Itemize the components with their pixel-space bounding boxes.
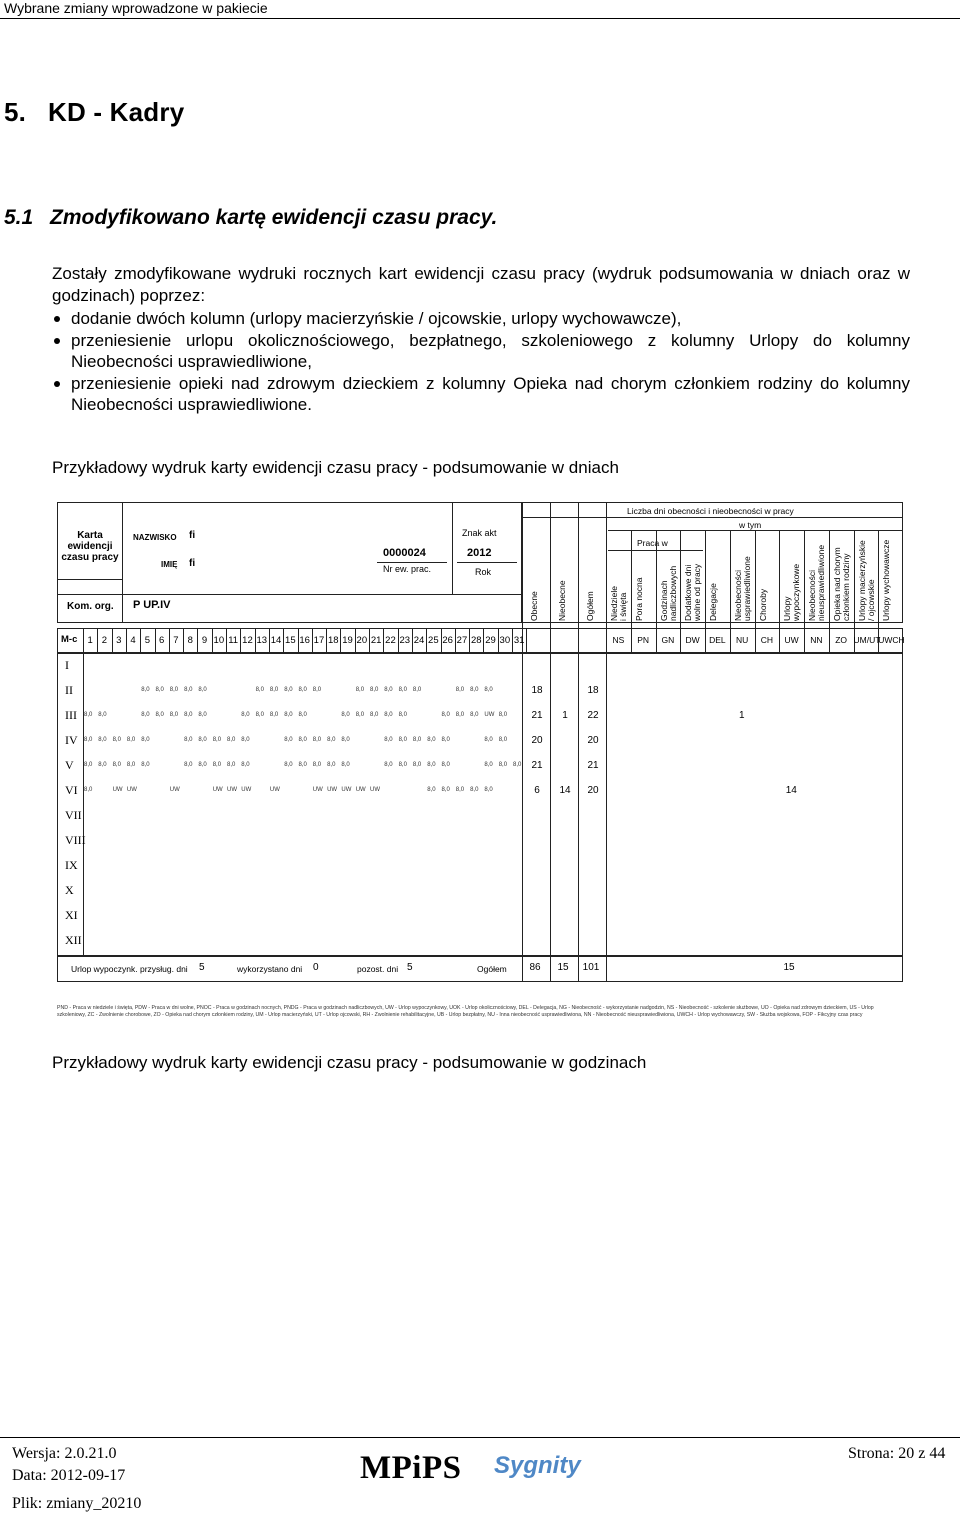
month-ogolem: 20 (587, 735, 599, 746)
day-number: 24 (413, 635, 425, 646)
day-entry: 8,0 (441, 762, 450, 768)
mc-label: M-c (61, 634, 78, 645)
months-grid (57, 653, 903, 956)
absence-code: CH (760, 635, 774, 645)
summary-title: Liczba dni obecności i nieobecności w pracy (627, 506, 794, 516)
day-entry: 8,0 (284, 712, 293, 718)
day-number: 27 (456, 635, 468, 646)
day-entry: 8,0 (112, 762, 121, 768)
day-entry: 8,0 (341, 737, 350, 743)
day-entry: 8,0 (255, 712, 264, 718)
day-number: 25 (428, 635, 439, 646)
divider (57, 579, 122, 580)
divider (457, 562, 517, 563)
day-number: 13 (256, 635, 268, 646)
day-entry: 8,0 (212, 762, 222, 768)
day-entry: 8,0 (370, 687, 379, 693)
day-entry: UW (370, 787, 380, 793)
absence-code: NS (612, 635, 625, 645)
month-label: IX (65, 858, 78, 872)
day-number: 28 (470, 635, 482, 646)
day-entry: 8,0 (327, 762, 336, 768)
day-entry: 8,0 (141, 737, 150, 743)
kom-org-value: P UP.IV (133, 599, 171, 611)
month-label: VI (65, 783, 78, 797)
bullet-icon (54, 381, 60, 387)
imie-value: fi (189, 558, 196, 569)
summary-column-header: Obecne (529, 591, 539, 621)
day-entry: 8,0 (184, 762, 193, 768)
day-entry: 8,0 (98, 762, 107, 768)
day-number: 4 (130, 635, 136, 646)
day-number: 11 (228, 635, 239, 646)
day-entry: 8,0 (298, 737, 307, 743)
footer-version: Wersja: 2.0.21.0 (12, 1445, 117, 1462)
day-entry: 8,0 (370, 712, 379, 718)
divider (452, 502, 453, 594)
absence-code: UM/UT (853, 635, 881, 645)
day-entry: UW (227, 787, 237, 793)
ogolem-label: Ogółem (477, 964, 507, 974)
day-entry: 8,0 (484, 737, 493, 743)
day-entry: 8,0 (455, 712, 465, 718)
day-entry: 8,0 (198, 762, 207, 768)
month-obecne: 6 (534, 785, 540, 796)
pozost-label: pozost. dni (357, 964, 399, 974)
day-entry: 8,0 (427, 762, 436, 768)
day-entry: 8,0 (84, 787, 93, 793)
day-entry: 8,0 (112, 737, 121, 743)
month-label: X (65, 883, 74, 897)
praca-w-label: Praca w (637, 538, 668, 548)
day-entry: 8,0 (169, 712, 179, 718)
day-entry: 8,0 (312, 762, 322, 768)
day-entry: 8,0 (284, 762, 293, 768)
section-heading (4, 97, 184, 128)
day-number: 1 (87, 635, 93, 646)
list-item (52, 330, 910, 373)
day-entry: 8,0 (284, 687, 293, 693)
nr-value: 0000024 (383, 547, 426, 559)
nr-label: Nr ew. prac. (383, 564, 432, 574)
divider (57, 594, 522, 595)
day-entry: 8,0 (355, 712, 365, 718)
absence-code: NU (735, 635, 749, 645)
month-label: XII (65, 933, 82, 947)
month-ogolem: 20 (587, 785, 599, 796)
day-entry: 8,0 (84, 762, 93, 768)
day-entry: 8,0 (241, 737, 250, 743)
rok-label: Rok (475, 567, 492, 577)
day-entry: UW (355, 787, 366, 793)
list-item (52, 373, 910, 416)
month-nieobecne: 1 (562, 710, 568, 721)
month-nieobecne: 14 (559, 785, 571, 796)
nazwisko-value: fi (189, 530, 196, 541)
caption-days: Przykładowy wydruk karty ewidencji czasu pracy - podsumowanie w dniach (52, 458, 619, 477)
total-obecne: 86 (529, 962, 541, 973)
day-number: 3 (116, 635, 122, 646)
day-entry: 8,0 (484, 762, 493, 768)
footer-file: Plik: zmiany_20210 (12, 1495, 142, 1512)
day-number: 6 (159, 635, 165, 646)
month-label: III (65, 708, 77, 722)
day-entry: 8,0 (327, 737, 336, 743)
section-title: KD - Kadry (48, 97, 185, 127)
list-item (52, 308, 910, 330)
day-entry: 8,0 (198, 737, 207, 743)
mpips-logo: MPiPS (360, 1450, 462, 1486)
month-label: XI (65, 908, 78, 922)
month-label: IV (65, 733, 78, 747)
day-entry: 8,0 (498, 712, 508, 718)
absence-code: DEL (709, 635, 726, 645)
day-number: 23 (399, 635, 411, 646)
day-divider (526, 628, 527, 653)
day-entry: 8,0 (412, 737, 422, 743)
detail-column-header: Godzinach nadliczbowych (658, 565, 678, 621)
month-label: II (65, 683, 73, 697)
day-entry: UW (484, 712, 495, 718)
day-entry: UW (126, 787, 137, 793)
detail-column-header: Urlopy wypoczynkowe (782, 563, 802, 621)
day-entry: 8,0 (227, 762, 236, 768)
month-label: I (65, 658, 69, 672)
nazwisko-label: NAZWISKO (133, 533, 177, 542)
detail-column-header: Dodatkowe dni wolne od pracy (683, 563, 703, 621)
day-entry: 8,0 (384, 712, 393, 718)
day-entry: UW (212, 787, 223, 793)
month-ogolem: 22 (587, 710, 599, 721)
absence-code: PN (637, 635, 650, 645)
day-entry: 8,0 (455, 687, 465, 693)
total-uw: 15 (783, 962, 795, 973)
day-entry: UW (241, 787, 252, 793)
day-entry: 8,0 (212, 737, 222, 743)
month-obecne: 20 (531, 735, 543, 746)
day-number: 30 (499, 635, 511, 646)
wykorzystano-label: wykorzystano dni (237, 964, 303, 974)
day-entry: 8,0 (184, 712, 193, 718)
day-entry: 8,0 (341, 712, 350, 718)
detail-column-header: Niedziele i święta (609, 586, 628, 621)
total-nieobecne: 15 (557, 962, 569, 973)
month-detail-value: 1 (738, 710, 745, 721)
day-entry: 8,0 (398, 687, 407, 693)
detail-column-header: Urlopy macierzyńskie / ojcowskie (856, 540, 876, 621)
day-number: 26 (442, 635, 453, 646)
day-entry: 8,0 (398, 712, 407, 718)
detail-column-header: Urlopy wychowawcze (881, 539, 892, 621)
day-entry: UW (169, 787, 180, 793)
day-entry: 8,0 (141, 712, 150, 718)
month-label: VIII (65, 833, 86, 847)
absence-code: GN (661, 635, 675, 645)
day-entry: 8,0 (184, 687, 193, 693)
card-title: Karta ewidencji czasu pracy (61, 530, 119, 563)
day-entry: 8,0 (198, 712, 207, 718)
urlop-label: Urlop wypoczynk. przysług. dni (71, 964, 188, 974)
card-legend: PND - Praca w niedziele i święta, PDW - Praca w dni wolne, PNOC - Praca w godzinach nocnych, PNDG - Praca w godzinach nadliczbowych, UW - Urlop wypoczynkowy, UOK - Urlop okolicznościowy, DEL - Delegacja, NG - Nieobecność - wykorzystanie nadgodzin, NS - Nieobecność - szkolenie służbowe, UO - Opieka nad zdrowym dzieckiem, US - Urlop szkoleniowy, ZC - Zwolnienie chorobowe, ZO - Opieka nad chorym członkiem rodziny, UM - Urlop macierzyński, UT - Urlop ojcowski, RH - Zwolnienie rehabilitacyjne, UB - Urlop bezpłatny, NU - Inna nieobecność usprawiedliwiona, NN - Nieobecność nieusprawiedliwiona, UWCH - Urlop wychowawczy, SW - Służba wojskowa, FOP - Fikcyjny czas pracy (57, 1005, 874, 1018)
day-entry: 8,0 (455, 787, 465, 793)
detail-column-header: Nieobecności nieusprawiedliwione (807, 544, 826, 621)
day-entry: 8,0 (298, 712, 307, 718)
day-number: 12 (242, 635, 253, 646)
day-entry: 8,0 (441, 712, 450, 718)
day-entry: 8,0 (241, 762, 250, 768)
caption-hours: Przykładowy wydruk karty ewidencji czasu pracy - podsumowanie w godzinach (52, 1053, 647, 1072)
absence-code: ZO (835, 635, 848, 645)
day-entry: 8,0 (412, 762, 422, 768)
day-number: 10 (213, 635, 225, 646)
day-entry: UW (112, 787, 123, 793)
divider (122, 502, 123, 623)
day-entry: 8,0 (84, 712, 93, 718)
day-number: 31 (513, 635, 525, 646)
list-item-text: przeniesienie opieki nad zdrowym dzieckiem z kolumny Opieka nad chorym członkiem rodziny do kolumny Nieobecności usprawiedliwione. (71, 373, 910, 414)
subsection-heading (4, 206, 497, 230)
day-entry: 8,0 (126, 737, 136, 743)
day-number: 14 (270, 635, 282, 646)
absence-code: UWCH (878, 635, 905, 645)
day-entry: 8,0 (298, 687, 307, 693)
day-number: 5 (144, 635, 150, 646)
day-number: 19 (342, 635, 353, 646)
summary-column-header: Nieobecne (557, 580, 567, 621)
znak-akt-label: Znak akt (462, 528, 497, 538)
list-item-text: dodanie dwóch kolumn (urlopy macierzyńskie / ojcowskie, urlopy wychowawcze), (71, 309, 682, 328)
day-entry: 8,0 (269, 712, 279, 718)
day-entry: 8,0 (498, 762, 508, 768)
divider (377, 562, 447, 563)
footer-page-number: Strona: 20 z 44 (848, 1445, 946, 1462)
day-number: 8 (187, 635, 193, 646)
day-entry: 8,0 (126, 762, 136, 768)
day-entry: 8,0 (98, 737, 107, 743)
subsection-number: 5.1 (4, 206, 34, 229)
day-entry: 8,0 (427, 737, 436, 743)
urlop-value: 5 (199, 962, 205, 973)
day-entry: 8,0 (441, 787, 450, 793)
day-entry: UW (312, 787, 323, 793)
day-entry: 8,0 (169, 687, 179, 693)
day-entry: 8,0 (484, 687, 493, 693)
list-item-text: przeniesienie urlopu okolicznościowego, bezpłatnego, szkoleniowego z kolumny Urlopy do kolumny Nieobecności usprawiedliwione, (71, 330, 910, 371)
day-entry: UW (341, 787, 352, 793)
day-entry: 8,0 (398, 762, 407, 768)
absence-code: UW (784, 635, 799, 645)
day-entry: 8,0 (155, 712, 164, 718)
day-entry: 8,0 (141, 687, 150, 693)
day-number: 2 (101, 635, 108, 646)
absence-code: DW (685, 635, 700, 645)
month-ogolem: 21 (587, 760, 599, 771)
day-number: 7 (173, 635, 179, 646)
day-number: 16 (299, 635, 310, 646)
wykorzystano-value: 0 (313, 962, 319, 973)
w-tym-label: w tym (739, 520, 762, 530)
imie-label: IMIĘ (161, 560, 178, 569)
absence-code: NN (810, 635, 823, 645)
sygnity-logo: Sygnity (494, 1452, 581, 1479)
summary-column-header: Ogółem (585, 591, 595, 621)
time-card-figure (57, 500, 903, 1030)
day-entry: 8,0 (255, 687, 264, 693)
day-number: 20 (356, 635, 368, 646)
kom-org-label: Kom. org. (67, 601, 114, 612)
bullet-icon (54, 316, 60, 322)
day-entry: 8,0 (227, 737, 236, 743)
day-entry: 8,0 (298, 762, 307, 768)
detail-column-header: Pora nocna (633, 577, 644, 621)
change-list (52, 308, 910, 416)
day-entry: 8,0 (155, 687, 164, 693)
day-entry: 8,0 (184, 737, 193, 743)
footer-divider (0, 1437, 960, 1438)
month-detail-value: 14 (785, 785, 797, 796)
detail-column-header: Choroby (757, 588, 768, 621)
day-number: 18 (327, 635, 339, 646)
month-obecne: 21 (531, 760, 543, 771)
divider (522, 517, 903, 518)
day-entry: 8,0 (384, 762, 393, 768)
day-entry: 8,0 (312, 737, 322, 743)
day-entry: 8,0 (498, 737, 508, 743)
total-ogolem: 101 (582, 962, 600, 973)
day-entry: 8,0 (412, 687, 422, 693)
detail-column-header: Opieka nad chorym członkiem rodziny (831, 547, 851, 621)
day-entry: UW (269, 787, 280, 793)
pozost-value: 5 (407, 962, 413, 973)
intro-paragraph: Zostały zmodyfikowane wydruki rocznych kart ewidencji czasu pracy (wydruk podsumowania w dniach oraz w godzinach) poprzez: (52, 264, 910, 305)
day-entry: UW (327, 787, 338, 793)
day-entry: 8,0 (341, 762, 350, 768)
day-entry: 8,0 (384, 687, 393, 693)
day-entry: 8,0 (312, 687, 322, 693)
day-number: 17 (313, 635, 325, 646)
footer-date: Data: 2012-09-17 (12, 1467, 126, 1484)
day-entry: 8,0 (470, 787, 479, 793)
day-number: 15 (285, 635, 296, 646)
day-number: 9 (201, 635, 208, 646)
month-label: V (65, 758, 74, 772)
divider (608, 530, 903, 531)
month-obecne: 18 (531, 685, 543, 696)
day-entry: 8,0 (269, 687, 279, 693)
month-label: VII (65, 808, 82, 822)
day-entry: 8,0 (398, 737, 407, 743)
day-entry: 8,0 (441, 737, 450, 743)
section-number: 5. (4, 97, 27, 127)
day-entry: 8,0 (198, 687, 207, 693)
day-entry: 8,0 (98, 712, 107, 718)
day-entry: 8,0 (384, 737, 393, 743)
running-title: Wybrane zmiany wprowadzone w pakiecie (4, 0, 268, 16)
day-entry: 8,0 (427, 787, 436, 793)
day-entry: 8,0 (470, 687, 479, 693)
day-entry: 8,0 (470, 712, 479, 718)
day-number: 22 (385, 635, 396, 646)
day-entry: 8,0 (241, 712, 250, 718)
day-entry: 8,0 (484, 787, 493, 793)
day-entry: 8,0 (141, 762, 150, 768)
day-entry: 8,0 (284, 737, 293, 743)
day-number: 29 (485, 635, 496, 646)
day-entry: 8,0 (513, 762, 522, 768)
detail-column-header: Delegacje (708, 583, 718, 621)
day-number: 21 (370, 635, 382, 646)
day-entry: 8,0 (84, 737, 93, 743)
detail-column-header: Nieobecności usprawiedliwione (732, 556, 752, 621)
month-ogolem: 18 (587, 685, 599, 696)
running-header (0, 0, 960, 19)
day-entry: 8,0 (355, 687, 365, 693)
year-value: 2012 (467, 547, 492, 559)
month-obecne: 21 (531, 710, 543, 721)
bullet-icon (54, 338, 60, 344)
subsection-title: Zmodyfikowano kartę ewidencji czasu pracy. (50, 206, 498, 229)
